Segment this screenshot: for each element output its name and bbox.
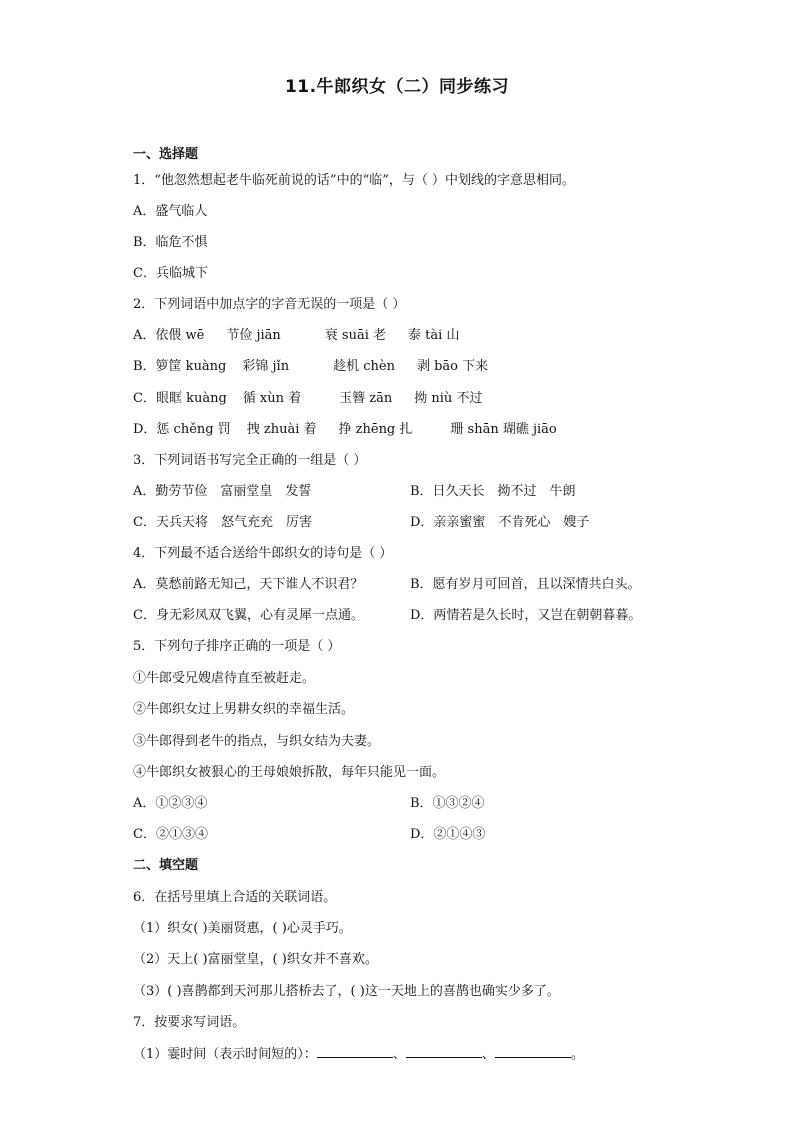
q6-line-1: （1）织女( )美丽贤惠，( )心灵手巧。	[133, 921, 352, 936]
q3-option-b: B．日久天长 拗不过 牛朗	[410, 484, 576, 499]
q5-sentence-4: ④牛郎织女被狠心的王母娘娘拆散，每年只能见一面。	[133, 765, 446, 780]
section-heading-fill: 二、填空题	[133, 858, 199, 873]
q1-option-a: A．盛气临人	[133, 204, 208, 219]
q4-stem: 4．下列最不适合送给牛郎织女的诗句是（ ）	[133, 546, 393, 561]
q5-option-b: B．①③②④	[410, 796, 485, 811]
q3-option-d: D．亲亲蜜蜜 不肯死心 嫂子	[410, 515, 590, 530]
q2-option-a: A．依偎 wē 节俭 jiān 衰 suāi 老 泰 tài 山	[133, 328, 460, 343]
q4-option-a: A．莫愁前路无知己，天下谁人不识君？	[133, 577, 364, 592]
answer-blank-3[interactable]	[495, 1045, 571, 1058]
q4-option-c: C．身无彩凤双飞翼，心有灵犀一点通。	[133, 608, 364, 623]
q5-sentence-2: ②牛郎织女过上男耕女织的幸福生活。	[133, 702, 355, 717]
q4-option-d: D．两情若是久长时，又岂在朝朝暮暮。	[410, 608, 642, 623]
q3-stem: 3．下列词语书写完全正确的一组是（ ）	[133, 453, 367, 468]
q1-stem: 1．“他忽然想起老牛临死前说的话”中的“临”，与（ ）中划线的字意思相同。	[133, 173, 575, 188]
q2-option-c: C．眼眶 kuàng 循 xùn 着 玉簪 zān 拗 niù 不过	[133, 391, 483, 406]
q1-option-c: C．兵临城下	[133, 266, 208, 281]
answer-blank-1[interactable]	[317, 1045, 393, 1058]
q5-sentence-1: ①牛郎受兄嫂虐待直至被赶走。	[133, 671, 316, 686]
q6-stem: 6．在括号里填上合适的关联词语。	[133, 890, 337, 905]
q6-line-3: （3）( )喜鹊都到天河那儿搭桥去了，( )这一天地上的喜鹊也确实少多了。	[133, 984, 560, 999]
q3-option-a: A．勤劳节俭 富丽堂皇 发誓	[133, 484, 312, 499]
q5-sentence-3: ③牛郎得到老牛的指点，与织女结为夫妻。	[133, 734, 381, 749]
q5-stem: 5．下列句子排序正确的一项是（ ）	[133, 639, 341, 654]
q7-stem: 7．按要求写词语。	[133, 1015, 246, 1030]
q7-line-1: （1）霎时间（表示时间短的）： 、 、 。	[133, 1047, 584, 1062]
q5-option-c: C．②①③④	[133, 827, 208, 842]
q3-option-c: C．天兵天将 怒气充充 厉害	[133, 515, 312, 530]
page-title: 11.牛郎织女（二）同步练习	[284, 77, 510, 97]
q5-option-d: D．②①④③	[410, 827, 486, 842]
q2-stem: 2．下列词语中加点字的字音无误的一项是（ ）	[133, 297, 406, 312]
q2-option-b: B．箩筐 kuàng 彩锦 jǐn 趁机 chèn 剥 bāo 下来	[133, 359, 489, 374]
answer-blank-2[interactable]	[406, 1045, 482, 1058]
q6-line-2: （2）天上( )富丽堂皇，( )织女并不喜欢。	[133, 952, 378, 967]
q2-option-d: D．惩 chěng 罚 拽 zhuài 着 挣 zhēng 扎 珊 shān 瑚礁 jiāo	[133, 422, 557, 437]
q1-option-b: B．临危不惧	[133, 235, 208, 250]
section-heading-choice: 一、选择题	[133, 147, 199, 162]
q5-option-a: A．①②③④	[133, 796, 208, 811]
q4-option-b: B．愿有岁月可回首，且以深情共白头。	[410, 577, 641, 592]
